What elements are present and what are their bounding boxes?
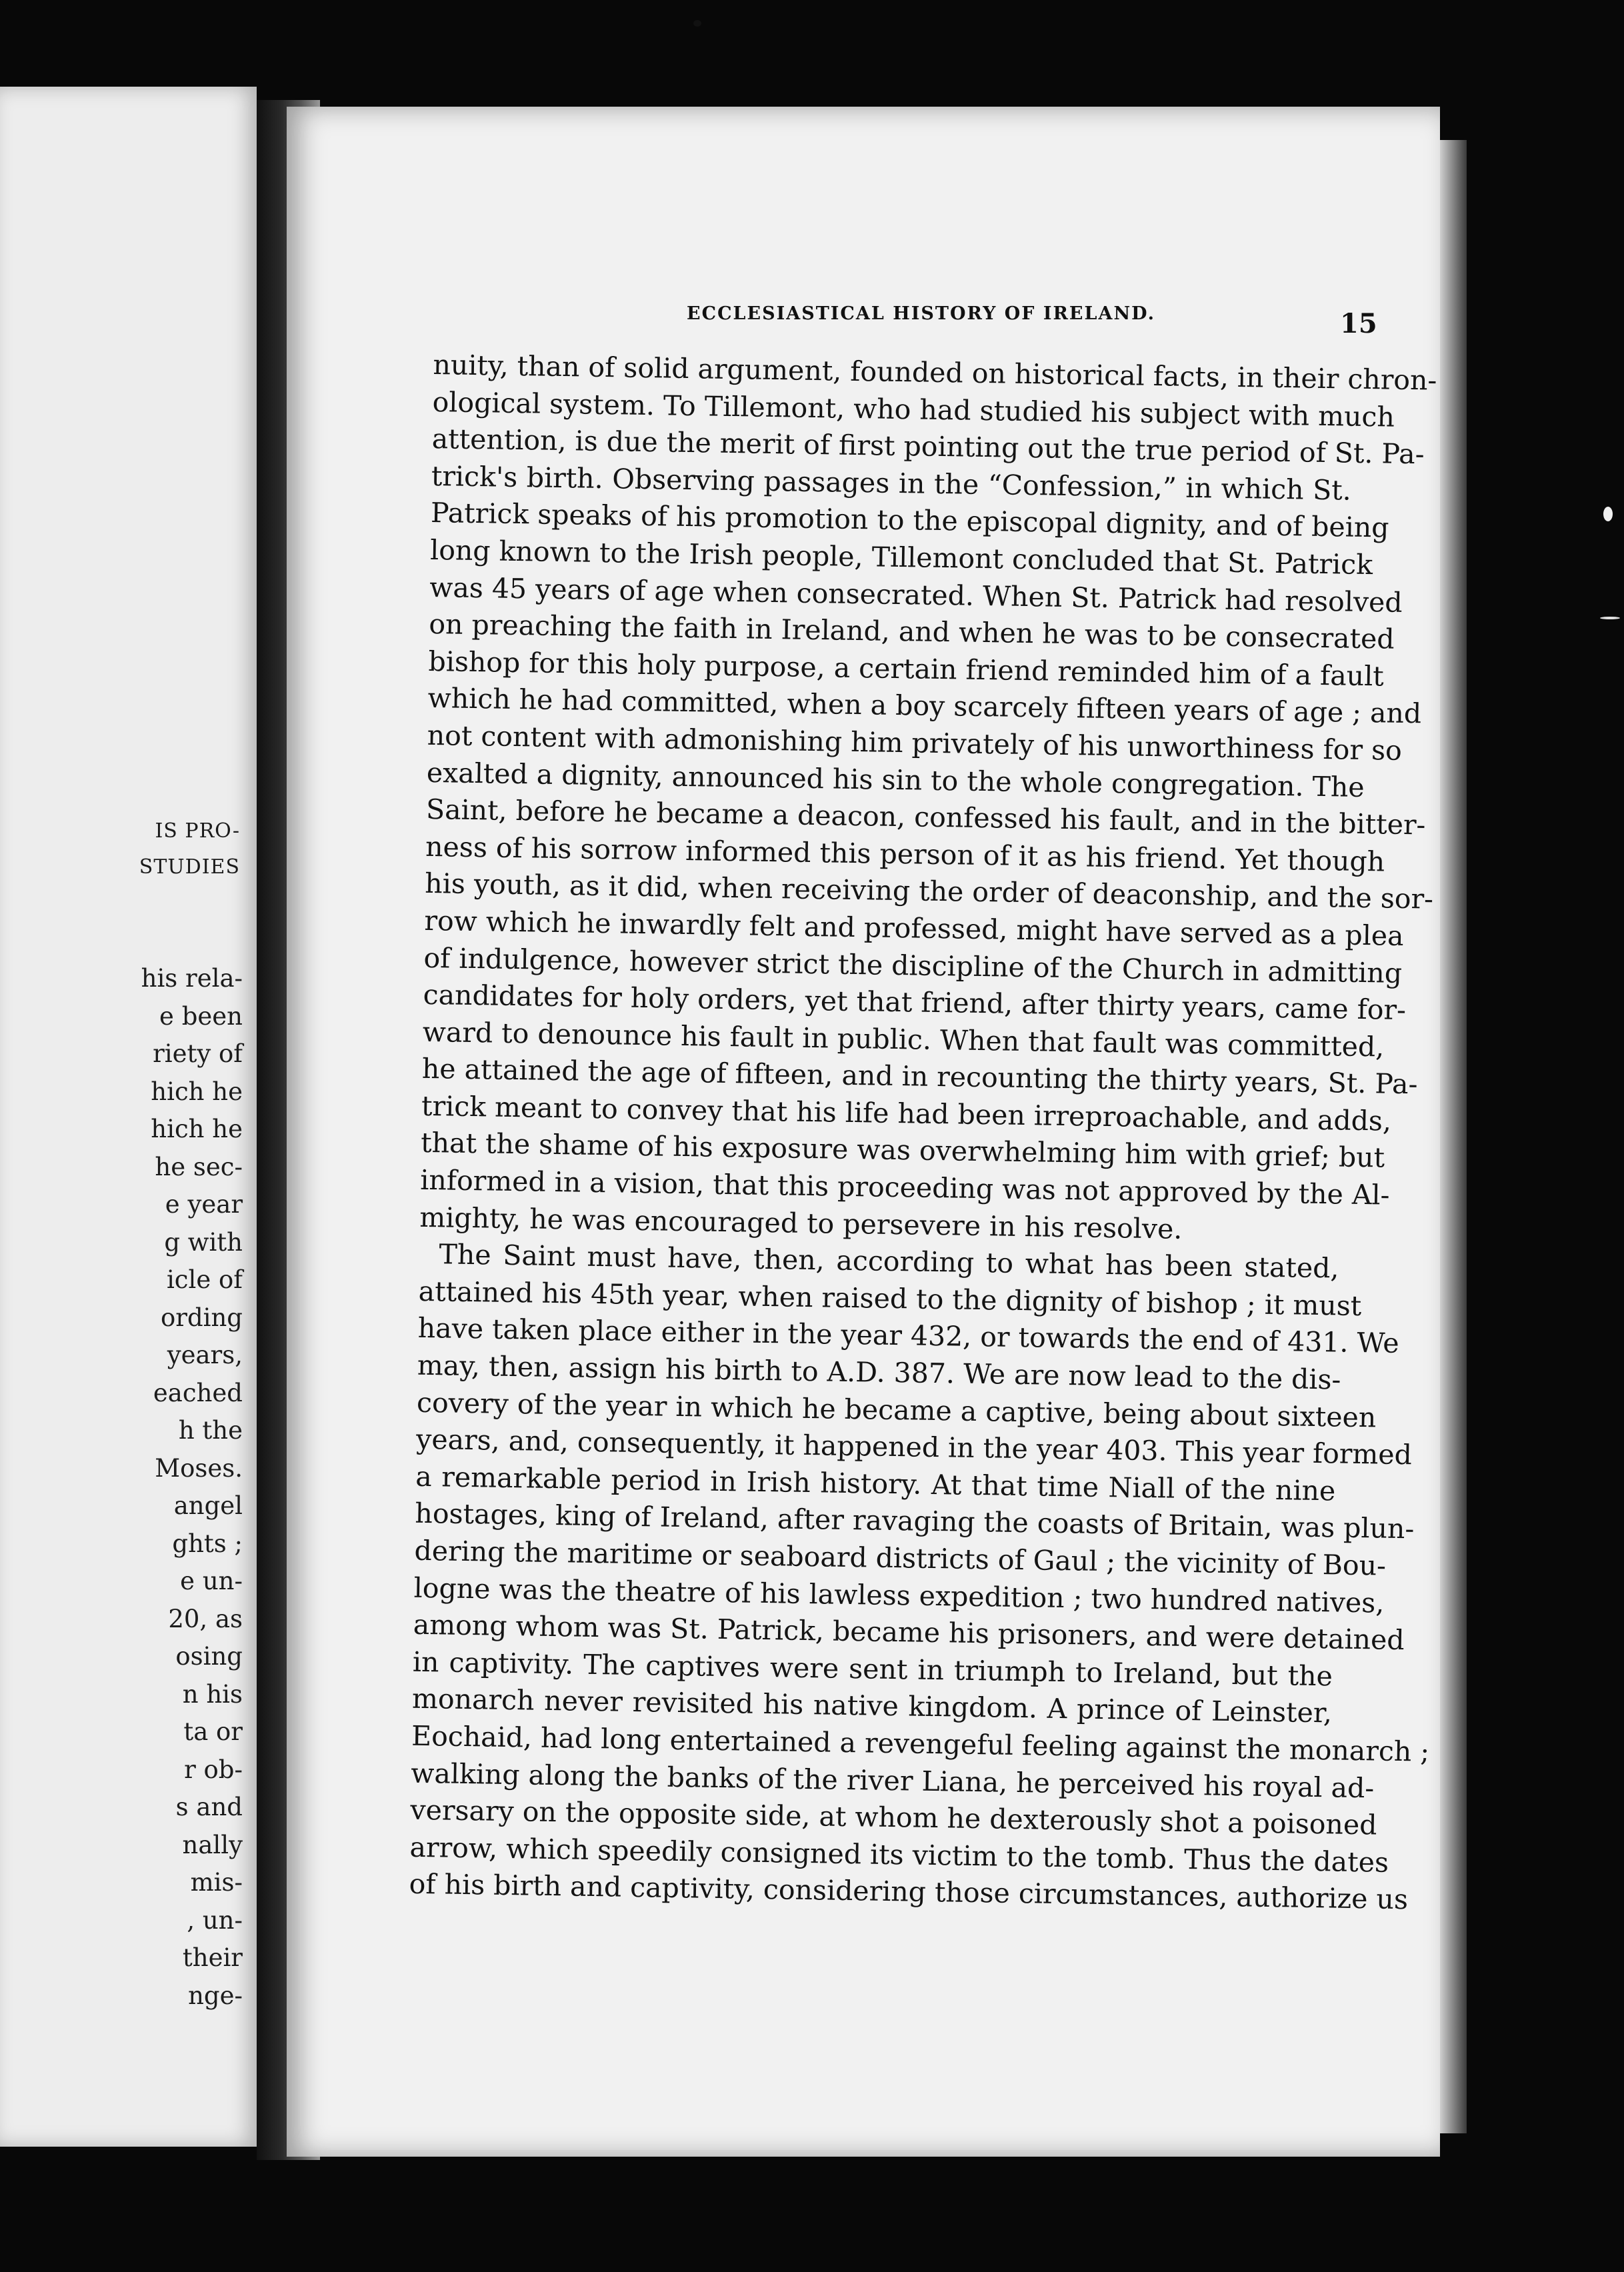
body-line: walking along the banks of the river Liana, he perceived his royal ad- [411, 1757, 1375, 1804]
body-line: candidates for holy orders, yet that friend, after thirty years, came for- [423, 978, 1407, 1027]
body-line: Saint, before he became a deacon, confessed his fault, and in the bitter- [425, 793, 1426, 841]
body-line: ward to denounce his fault in public. When that fault was committed, [422, 1015, 1385, 1063]
left-text-line: Moses. [155, 1453, 243, 1483]
body-line: bishop for this holy purpose, a certain friend reminded him of a fault [428, 645, 1385, 693]
page-number: 15 [1340, 308, 1377, 339]
body-line: Patrick speaks of his promotion to the episcopal dignity, and of being [430, 497, 1389, 544]
body-line: that the shame of his exposure was overwhelming him with grief; but [420, 1127, 1385, 1175]
page-edge-shadow [1440, 140, 1467, 2133]
dust-speck [1603, 507, 1613, 521]
left-text-line: his rela- [141, 964, 243, 993]
left-text-line: years, [167, 1341, 243, 1369]
body-line: ness of his sorrow informed this person of it as his friend. Yet though [425, 830, 1385, 878]
left-text-line: e un- [180, 1567, 243, 1595]
left-text-line: icle of [166, 1265, 243, 1294]
body-line: in captivity. The captives were sent in triumph to Ireland, but the [412, 1645, 1333, 1693]
body-line: mighty, he was encouraged to persevere in his resolve. [419, 1201, 1183, 1245]
body-line: monarch never revisited his native kingdom. A prince of Leinster, [411, 1683, 1333, 1729]
body-line: not content with admonishing him privately of his unworthiness for so [427, 719, 1403, 767]
left-text-line: eached [153, 1378, 243, 1407]
left-text-line: nally [182, 1830, 243, 1859]
body-line: trick meant to convey that his life had been irreproachable, and adds, [421, 1089, 1392, 1137]
left-text-line: , un- [187, 1905, 243, 1935]
left-text-line: 20, as [168, 1604, 243, 1633]
body-line: was 45 years of age when consecrated. When St. Patrick had resolved [429, 571, 1403, 619]
left-text-line: ording [161, 1303, 243, 1332]
body-line: of his birth and captivity, considering those circumstances, authorize us [409, 1868, 1409, 1916]
left-text-line: g with [164, 1227, 243, 1257]
left-text-line: he sec- [155, 1152, 243, 1181]
left-text-line: angel [173, 1491, 243, 1520]
body-line: his youth, as it did, when receiving the order of deaconship, and the sor- [424, 867, 1434, 915]
body-line: logne was the theatre of his lawless expedition ; two hundred natives, [413, 1571, 1385, 1619]
left-heading-line: STUDIES [139, 855, 240, 879]
body-line: attained his 45th year, when raised to the dignity of bishop ; it must [418, 1275, 1362, 1322]
body-line: row which he inwardly felt and professed, might have served as a plea [424, 904, 1404, 952]
body-line: among whom was St. Patrick, became his prisoners, and were detained [413, 1608, 1405, 1657]
left-text-line: their [182, 1943, 243, 1972]
body-line: arrow, which speedily consigned its victim to the tomb. Thus the dates [409, 1831, 1389, 1879]
body-line: exalted a dignity, announced his sin to the whole congregation. The [426, 756, 1365, 803]
left-page [0, 87, 257, 2147]
paragraph-start-line: The Saint must have, then, according to what has been stated, [439, 1238, 1339, 1285]
left-text-line: e year [165, 1190, 243, 1219]
left-text-line: nge- [188, 1981, 243, 2010]
body-line: hostages, king of Ireland, after ravaging the coasts of Britain, was plun- [415, 1497, 1415, 1545]
body-line: on preaching the faith in Ireland, and when he was to be consecrated [429, 608, 1395, 655]
body-line: he attained the age of fifteen, and in recounting the thirty years, St. Pa- [421, 1053, 1418, 1101]
body-line: nuity, than of solid argument, founded on historical facts, in their chron- [433, 348, 1437, 397]
body-line: a remarkable period in Irish history. At that time Niall of the nine [415, 1460, 1336, 1507]
left-text-line: s and [175, 1793, 243, 1821]
body-line: trick's birth. Observing passages in the “Confession,” in which St. [431, 459, 1352, 507]
body-line: may, then, assign his birth to A.D. 387. We are now lead to the dis- [417, 1349, 1341, 1396]
left-text-line: ta or [183, 1717, 243, 1746]
left-text-line: n his [182, 1679, 243, 1709]
left-text-line: ghts ; [172, 1529, 243, 1558]
left-text-line: osing [175, 1642, 243, 1671]
left-text-line: hich he [151, 1115, 243, 1143]
body-line: years, and, consequently, it happened in the year 403. This year formed [415, 1423, 1413, 1471]
running-head: ECCLESIASTICAL HISTORY OF IRELAND. [687, 303, 1155, 324]
dust-speck [1600, 617, 1620, 619]
body-line: informed in a vision, that this proceeding was not approved by the Al- [419, 1163, 1390, 1211]
body-line: Eochaid, had long entertained a revengeful feeling against the monarch ; [411, 1719, 1430, 1768]
body-line: have taken place either in the year 432, or towards the end of 431. We [417, 1312, 1399, 1360]
body-line: ological system. To Tillemont, who had studied his subject with much [432, 385, 1395, 433]
left-text-line: hich he [151, 1077, 243, 1106]
left-page-heading [0, 813, 240, 885]
left-text-line: e been [159, 1001, 243, 1031]
body-line: of indulgence, however strict the discipline of the Church in admitting [423, 941, 1403, 989]
left-text-line: h the [178, 1416, 243, 1445]
dust-speck [693, 20, 701, 27]
left-heading-line: IS PRO- [155, 819, 240, 843]
body-text [409, 347, 1437, 1917]
left-text-line: r ob- [184, 1755, 243, 1784]
left-text-line: riety of [153, 1039, 243, 1068]
body-line: which he had committed, when a boy scarcely fifteen years of age ; and [427, 682, 1422, 730]
body-line: versary on the opposite side, at whom he dexterously shot a poisoned [410, 1793, 1377, 1841]
body-line: dering the maritime or seaboard districts of Gaul ; the vicinity of Bou- [414, 1534, 1387, 1582]
body-line: covery of the year in which he became a captive, being about sixteen [416, 1386, 1377, 1434]
body-line: long known to the Irish people, Tillemont concluded that St. Patrick [429, 533, 1373, 581]
left-text-line: mis- [190, 1868, 243, 1897]
body-line: attention, is due the merit of first pointing out the true period of St. Pa- [431, 423, 1425, 471]
left-page-text [0, 960, 243, 2015]
